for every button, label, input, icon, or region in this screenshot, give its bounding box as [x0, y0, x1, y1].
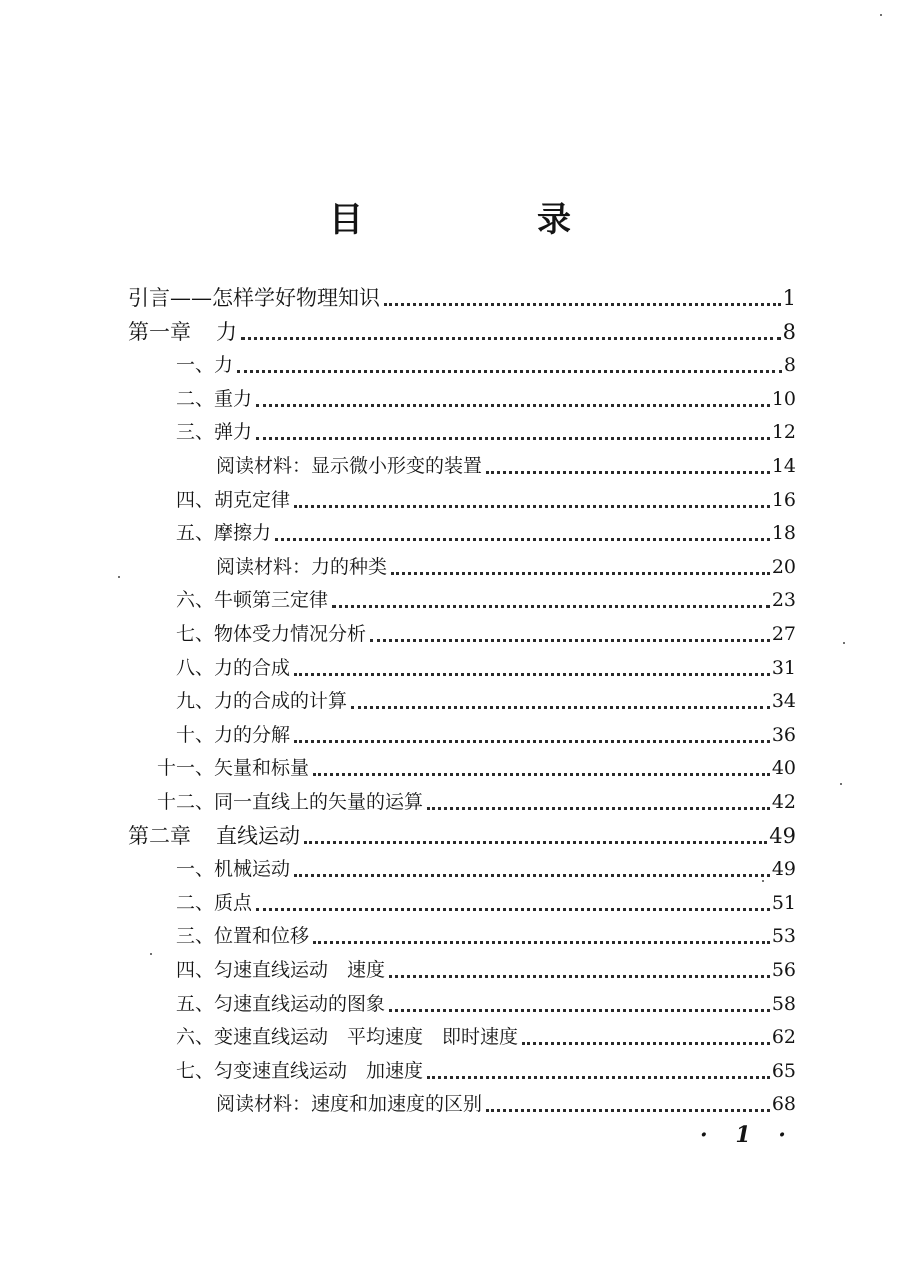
toc-entry-label: 重力	[214, 387, 253, 410]
toc-entry-page-number: 62	[771, 1026, 796, 1049]
toc-entry-page-number: 51	[771, 891, 796, 914]
toc-section-entry	[150, 616, 796, 646]
scan-speck	[762, 880, 764, 882]
toc-entry-label: 阅读材料：速度和加速度的区别	[216, 1093, 483, 1116]
dot-leader	[351, 706, 770, 709]
toc-entry-number: 二、	[175, 387, 214, 410]
toc-section-entry	[150, 952, 796, 982]
toc-entry-number: 一、	[175, 354, 214, 377]
page-title: 目 录	[329, 200, 641, 240]
toc-entry-label: 直线运动	[216, 823, 300, 848]
dot-leader	[486, 1109, 770, 1112]
toc-entry-page-number: 42	[771, 791, 796, 813]
toc-entry-page-number: 36	[771, 723, 796, 746]
toc-entry-number: 五、	[175, 522, 214, 545]
toc-entry-label: 变速直线运动 平均速度 即时速度	[214, 1026, 519, 1049]
toc-entry-number: 三、	[175, 925, 214, 948]
toc-reading-entry	[216, 549, 796, 579]
scan-speck	[150, 953, 152, 955]
toc-section-entry	[150, 918, 796, 948]
dot-leader	[241, 337, 781, 340]
toc-section-entry	[150, 717, 796, 747]
toc-section-entry	[150, 1019, 796, 1049]
toc-section-entry	[150, 650, 796, 680]
dot-leader	[370, 639, 770, 642]
toc-reading-entry	[216, 1086, 796, 1116]
toc-entry-label: 弹力	[214, 421, 253, 444]
dot-leader	[256, 404, 770, 407]
toc-entry-page-number: 23	[771, 589, 796, 612]
dot-leader	[389, 975, 770, 978]
toc-section-entry	[150, 582, 796, 612]
toc-entry-number: 一、	[175, 858, 214, 881]
toc-entry-page-number: 8	[783, 354, 796, 377]
toc-section-entry	[150, 381, 796, 411]
toc-entry-label: 胡克定律	[214, 488, 291, 511]
toc-entry-label: 摩擦力	[214, 522, 272, 545]
toc-entry-label: 力的分解	[214, 723, 291, 746]
toc-section-entry	[150, 986, 796, 1016]
toc-entry-label: 匀速直线运动的图象	[214, 992, 386, 1015]
dot-leader	[522, 1042, 770, 1045]
toc-entry-page-number: 56	[771, 959, 796, 981]
toc-entry-page-number: 27	[771, 623, 796, 645]
toc-entry-page-number: 31	[771, 656, 796, 679]
dot-leader	[486, 471, 770, 474]
toc-entry-label: 同一直线上的矢量的运算	[214, 791, 424, 813]
toc-entry-number: 六、	[175, 1026, 214, 1049]
toc-section-entry	[150, 784, 796, 814]
toc-entry-number: 六、	[175, 589, 214, 612]
scan-speck	[118, 576, 120, 578]
dot-leader	[256, 908, 770, 911]
toc-entry-number: 七、	[175, 623, 214, 645]
dot-leader	[427, 1076, 770, 1079]
toc-section-entry	[150, 347, 796, 377]
dot-leader	[294, 740, 770, 743]
dot-leader	[304, 841, 767, 844]
toc-entry-label: 物体受力情况分析	[214, 623, 367, 645]
toc-entry-number: 十一、	[156, 757, 214, 780]
toc-chapter-entry	[128, 818, 796, 848]
dot-leader	[237, 370, 782, 373]
toc-entry-number: 十二、	[156, 791, 214, 813]
toc-entry-page-number: 65	[771, 1059, 796, 1082]
toc-entry-label: 匀变速直线运动 加速度	[214, 1059, 424, 1082]
toc-entry-number: 二、	[175, 891, 214, 914]
dot-leader	[294, 505, 770, 508]
toc-entry-page-number: 49	[771, 858, 796, 881]
toc-entry-page-number: 16	[771, 488, 796, 511]
toc-entry-label: 匀速直线运动 速度	[214, 959, 386, 981]
dot-leader	[294, 874, 770, 877]
dot-leader	[391, 572, 770, 575]
toc-entry-label: 牛顿第三定律	[214, 589, 329, 612]
toc-entry-page-number: 18	[771, 522, 796, 545]
dot-leader	[294, 673, 770, 676]
toc-section-entry	[150, 851, 796, 881]
toc-entry-number: 十、	[175, 723, 214, 746]
toc-entry-number: 九、	[175, 690, 214, 713]
toc-section-entry	[150, 482, 796, 512]
toc-entry-label: 质点	[214, 891, 253, 914]
toc-entry-page-number: 14	[771, 455, 796, 477]
scan-speck	[840, 783, 842, 785]
toc-entry-label: 力	[214, 354, 234, 377]
toc-entry-number: 五、	[175, 992, 214, 1015]
dot-leader	[256, 437, 770, 440]
toc-section-entry	[150, 683, 796, 713]
toc-chapter-entry	[128, 280, 796, 310]
toc-entry-number: 第一章	[128, 319, 191, 344]
dot-leader	[384, 303, 781, 306]
toc-entry-number: 第二章	[128, 823, 191, 848]
toc-entry-page-number: 10	[771, 387, 796, 410]
toc-entry-label: 阅读材料：显示微小形变的装置	[216, 455, 483, 477]
toc-entry-number: 八、	[175, 656, 214, 679]
toc-entry-page-number: 12	[771, 421, 796, 444]
toc-entry-label: 机械运动	[214, 858, 291, 881]
scan-speck	[880, 14, 882, 16]
dot-leader	[313, 941, 770, 944]
toc-entry-page-number: 53	[771, 925, 796, 948]
toc-entry-page-number: 68	[771, 1093, 796, 1116]
toc-entry-page-number: 40	[771, 757, 796, 780]
toc-entry-page-number: 20	[771, 555, 796, 578]
toc-entry-page-number: 34	[771, 690, 796, 713]
toc-reading-entry	[216, 448, 796, 478]
toc-entry-label: 位置和位移	[214, 925, 310, 948]
dot-leader	[313, 773, 770, 776]
dot-leader	[332, 605, 770, 608]
dot-leader	[275, 538, 770, 541]
toc-section-entry	[150, 414, 796, 444]
dot-leader	[389, 1009, 770, 1012]
toc-section-entry	[150, 750, 796, 780]
toc-section-entry	[150, 885, 796, 915]
toc-entry-label: 引言——怎样学好物理知识	[128, 286, 380, 310]
toc-chapter-entry	[128, 314, 796, 344]
toc-entry-page-number: 8	[782, 319, 796, 344]
toc-entry-label: 力的合成的计算	[214, 690, 348, 713]
toc-section-entry	[150, 515, 796, 545]
toc-entry-label: 矢量和标量	[214, 757, 310, 780]
toc-entry-page-number: 58	[771, 992, 796, 1015]
dot-leader	[427, 807, 770, 810]
toc-entry-label: 阅读材料：力的种类	[216, 555, 388, 578]
toc-entry-page-number: 1	[782, 286, 796, 310]
toc-entry-number: 四、	[175, 959, 214, 981]
toc-entry-page-number: 49	[769, 823, 796, 848]
toc-section-entry	[150, 1053, 796, 1083]
toc-entry-label: 力的合成	[214, 656, 291, 679]
scan-speck	[843, 642, 845, 644]
toc-entry-number: 三、	[175, 421, 214, 444]
toc-entry-label: 力	[216, 319, 237, 344]
toc-entry-number: 七、	[175, 1059, 214, 1082]
page-folio: · 1 ·	[700, 1122, 796, 1148]
toc-entry-number: 四、	[175, 488, 214, 511]
